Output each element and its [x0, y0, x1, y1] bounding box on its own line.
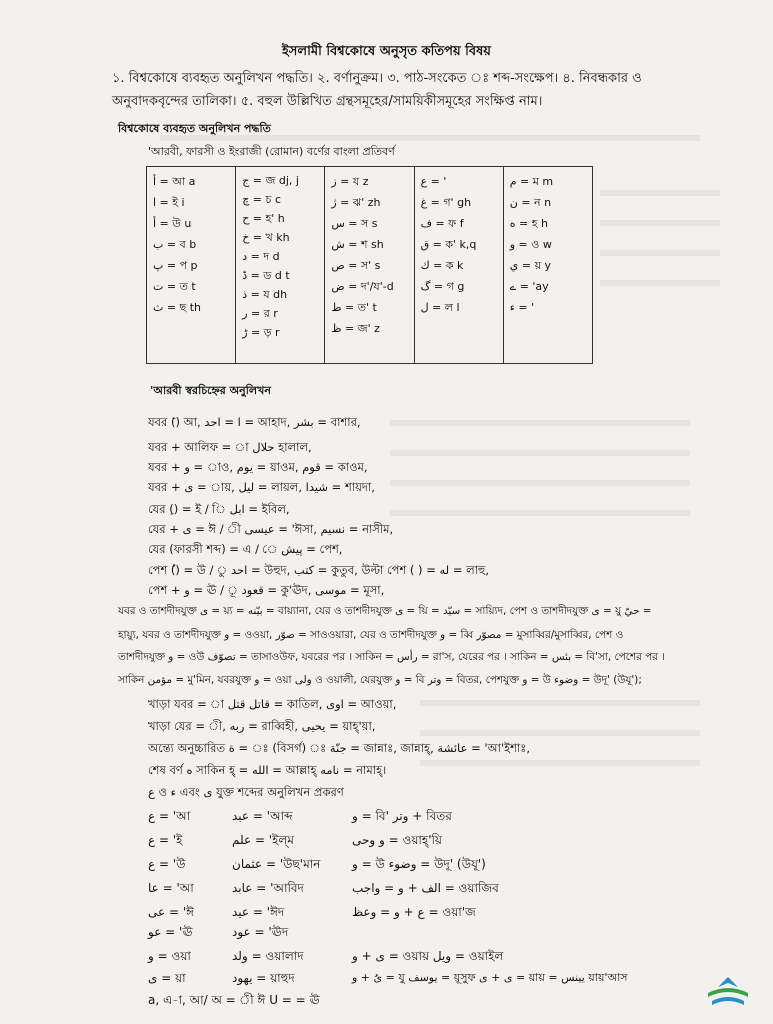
rule-line: অন্ত্যে অনুচ্চারিত ة = ঃ (বিসর্গ) ঃ جنّة = জান্নাঃ, জান্নাহ্‌, عائشة = 'আ'ইশাঃ,: [148, 741, 531, 755]
table-cell: ط = ত' t: [331, 301, 377, 314]
table-cell: أ = আ a: [153, 175, 196, 188]
table-cell: ن = ন n: [509, 196, 552, 209]
table-cell: ج = জ dj, j: [242, 174, 299, 187]
bleed-through-line: [390, 450, 690, 456]
bleed-through-line: [420, 730, 700, 736]
vowel-marks-heading: 'আরবী স্বরচিহ্নের অনুলিখন: [150, 384, 271, 397]
table-column-4: [414, 167, 503, 364]
rule-line: যবর + ى = ায়, ليل = লায়ল, شيدا = শায়দা,: [148, 480, 375, 494]
table-cell: ه = হ h: [509, 217, 548, 230]
table-cell: چ = চ c: [242, 193, 281, 206]
example-a: ع = 'উ: [148, 857, 186, 871]
rule-line: ع ও ء এবং ى যুক্ত শব্দের অনুলিখন প্রকরণ: [148, 785, 344, 799]
rule-line: শেষ বর্ণ ه সাকিন হ্‌ = الله = আল্লাহ্‌ نامه = নামাহ্‌।: [148, 763, 387, 777]
table-column-1: [147, 167, 236, 364]
example-a: عو = 'ঊ: [148, 925, 193, 939]
table-cell: ل = ল l: [420, 301, 460, 314]
table-cell: أ = উ u: [153, 217, 192, 230]
table-heading: 'আরবী, ফারসী ও ইংরাজী (রোমান) বর্ণের বাংলা প্রতিবর্ণ: [148, 145, 395, 158]
rule-line: পেশ (ُ) = উ / ু احد = উহুদ, كتب = কুতুব, উল্টা পেশ ( ) = له = লাহু,: [148, 563, 490, 577]
table-cell: ر = র r: [242, 307, 278, 320]
bleed-through-line: [420, 760, 700, 766]
table-cell: گ = গ g: [420, 280, 465, 293]
bleed-through-line: [390, 420, 690, 426]
example-a: ى = য়া: [148, 971, 186, 985]
bleed-through-line: [390, 510, 690, 516]
example-b: يهود = য়াহুদ: [232, 971, 295, 985]
table-cell: ي = য় y: [509, 259, 552, 272]
table-cell: د = দ d: [242, 250, 280, 263]
bleed-through-line: [600, 280, 720, 286]
example-a: a, এ-া, আ/ অ = ী ঈ U = = ঊ: [148, 993, 320, 1007]
transliteration-table: [146, 166, 593, 364]
bleed-through-line: [600, 220, 720, 226]
table-cell: ث = ছ th: [153, 301, 202, 314]
table-cell: غ = গ' gh: [420, 196, 472, 209]
table-cell: ڑ = ড় r: [242, 326, 280, 339]
example-c: و وحى = ওয়াহ্'য়ি: [352, 833, 442, 847]
example-b: عيد = 'ঈদ: [232, 905, 285, 919]
bleed-through-line: [390, 480, 690, 486]
table-column-5: [503, 167, 592, 364]
table-cell: خ = খ kh: [242, 231, 290, 244]
table-cell: ق = ক' k,q: [420, 238, 477, 251]
example-c: ع + و = وعظ = ওয়া'জ: [352, 905, 476, 919]
example-a: ع = 'ই: [148, 833, 183, 847]
example-b: عثمان = 'উছ'মান: [232, 857, 321, 871]
rule-line: যের (ফারসী শব্দ) = এ / ে پيش = পেশ,: [148, 542, 343, 556]
bleed-through-line: [160, 135, 700, 141]
table-cell: س = স s: [331, 217, 378, 230]
rule-line: তাশদীদযুক্ত و = ওউ تصوّف = তাসাওউফ, যবরের পর । সাকিন = رأس = রা'স, যেরের পর । সাকিন = بئس = বি'সা, পেশের পর ।: [118, 651, 665, 663]
example-b: عبد = 'আব্দ: [232, 809, 293, 823]
table-cell: و = ও w: [509, 238, 552, 251]
table-cell: ز = য z: [331, 175, 369, 188]
table-cell: ت = ত t: [153, 280, 196, 293]
rule-line: পেশ + و = ঊ / ূ قعود = কু'ঊদ, موسى = মূসা,: [148, 583, 385, 597]
table-cell: پ = প p: [153, 259, 198, 272]
table-cell: ڈ = ড d t: [242, 269, 290, 282]
intro-line-2: অনুবাদকবৃন্দের তালিকা। ৫. বহুল উল্লিখিত গ্রন্থসমূহের/সাময়িকীসমূহের সংক্ষিপ্ত নাম।: [112, 94, 543, 109]
table-cell: ب = ব b: [153, 238, 197, 251]
table-cell: ژ = ঝ' zh: [331, 196, 381, 209]
rule-line: যবর (َ) আ, ا = احد = আহাদ, بشر = বাশার,: [148, 415, 361, 429]
example-c: و = উ وضوء = উদূ' (উযূ'): [352, 857, 486, 871]
example-c: الف + و = واجب = ওয়াজিব: [352, 881, 499, 895]
table-cell: ا = ই i: [153, 196, 185, 209]
table-cell: ء = ': [509, 301, 535, 314]
rule-line: যের + ى = ঈ / ী عيسى = 'ঈসা, نسيم = নাসীম,: [148, 522, 394, 536]
example-a: عا = 'আ: [148, 881, 194, 895]
rule-line: সাকিন مؤمن = মু'মিন, যবরযুক্ত و = ওয়া ولى ও ওয়ালী, যেরযুক্ত و = বি وتر = বিতর, পেশযুক্ত و = উ وضوء = উদূ' (উযূ');: [118, 674, 642, 686]
table-cell: ے = 'ay: [509, 280, 549, 293]
example-b: علم = 'ইল্‌ম: [232, 833, 294, 847]
bleed-through-line: [600, 190, 720, 196]
bleed-through-line: [600, 250, 720, 256]
intro-line-1: ১. বিশ্বকোষে ব্যবহৃত অনুলিখন পদ্ধতি। ২. বর্ণানুক্রম। ৩. পাঠ-সংকেত ঃ শব্দ-সংক্ষেপ। ৪. নিবন্ধকার ও: [112, 71, 642, 86]
publisher-logo-icon: [704, 975, 752, 1009]
table-column-3: [325, 167, 414, 364]
table-cell: ش = শ sh: [331, 238, 384, 251]
example-b: ولد = ওয়ালাদ: [232, 949, 304, 963]
table-cell: ض = দ'/য'-d: [331, 280, 394, 293]
table-cell: م = ম m: [509, 175, 554, 188]
table-cell: ع = ': [420, 175, 447, 188]
example-a: عى = 'ঈ: [148, 905, 194, 919]
example-b: عود = 'ঊদ: [232, 925, 289, 939]
rule-line: যবর + و = াও, يوم = য়াওম, قوم = কাওম,: [148, 460, 368, 474]
table-cell: ص = স' s: [331, 259, 381, 272]
example-a: و = ওয়া: [148, 949, 191, 963]
table-cell: ذ = য dh: [242, 288, 288, 301]
table-cell: ح = হ' h: [242, 212, 285, 225]
example-c: ى + و = ওয়ায় ويل = ওয়াইল: [352, 949, 504, 963]
table-cell: ك = ক k: [420, 259, 464, 272]
rule-line: খাড়া যবর = া قاتل قتل = কাতিল, اوى = আওয়া,: [148, 697, 397, 711]
page-title: ইসলামী বিশ্বকোষে অনুসৃত কতিপয় বিষয়: [282, 44, 491, 59]
rule-line: খাড়া যের = ী, ربه = রাব্বিহী, يحيى = য়াহ্'য়া,: [148, 719, 376, 733]
table-cell: ظ = জ' z: [331, 322, 380, 335]
rule-line: যের (ِ) = ই / ি ابل = ইবিল,: [148, 502, 290, 516]
rule-line: যবর ও তাশদীদযুক্ত ى = য়্য = بيّنه = বায়্যানা, যের ও তাশদীদযুক্ত ى = য়ি = سيّد = সায়্যিদ, পেশ ও তাশদীদযুক্ত ى = য়ু حيّ =: [118, 605, 652, 617]
rule-line: যবর + আলিফ = া حلال হালাল,: [148, 440, 312, 454]
section-heading: বিশ্বকোষে ব্যবহৃত অনুলিখন পদ্ধতি: [118, 122, 271, 135]
table-column-2: [236, 167, 325, 364]
bleed-through-line: [420, 700, 700, 706]
example-b: عابد = 'আবিদ: [232, 881, 304, 895]
example-a: ع = 'আ: [148, 809, 191, 823]
table-cell: ف = ফ f: [420, 217, 464, 230]
example-c: و = বি' وتر + বিতর: [352, 809, 452, 823]
rule-line: হায়্যু, যবর ও তাশদীদযুক্ত و = ওওয়া, صوّر = সাওওয়ারা, যের ও তাশদীদযুক্ত و = ব্বি مصوّر = মুসাব্বির/মুসাব্বির, পেশ ও: [118, 629, 624, 641]
example-c: ىُ + و = যু يوسف = য়ূসুফ ى + ى = য়ায় = يينس য়ায়'আস: [352, 971, 628, 984]
